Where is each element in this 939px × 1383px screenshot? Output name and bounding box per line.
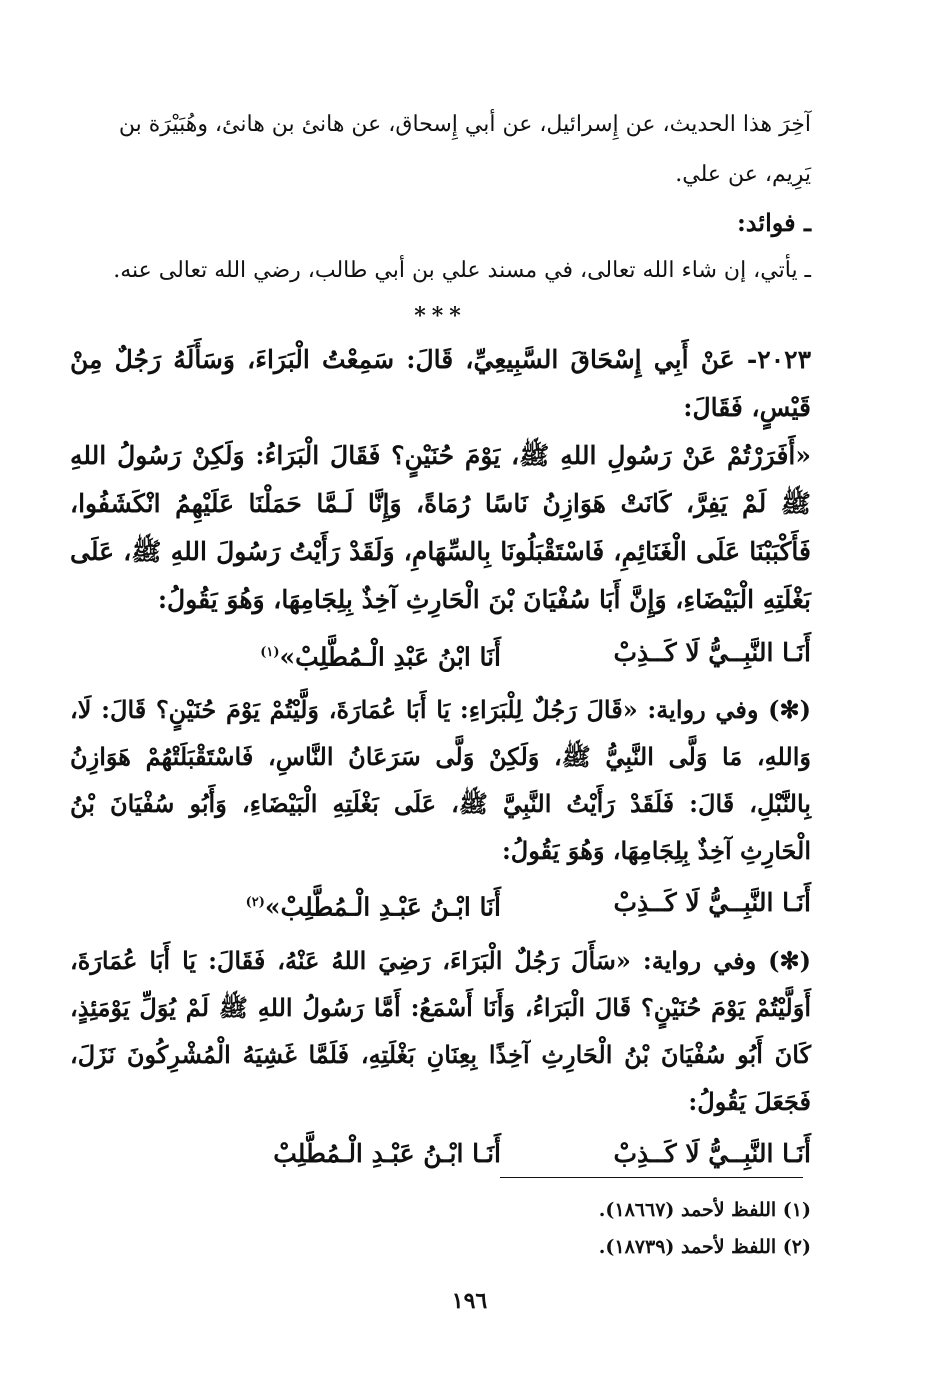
riwaya-1: (✻) وفي رواية: «قَالَ رَجُلٌ لِلْبَرَاءِ: يَا أَبَا عُمَارَةَ، وَلَّيْتُمْ يَوْمَ حُنَيْنٍ؟ قَالَ: لَا، وَاللهِ، مَا وَلَّى النَّبِيُّ ﷺ، وَلَكِنْ وَلَّى سَرَعَانُ النَّاسِ، فَاسْتَقْبَلَتْهُمْ هَوَازِنُ بِالنَّبْلِ، قَالَ: فَلَقَدْ رَأَيْتُ النَّبِيَّ ﷺ، عَلَى بَغْلَتِهِ الْبَيْضَاءِ، وَأَبُو سُفْيَانَ بْنُ الْحَارِثِ آخِذٌ بِلِجَامِهَا، وَهُوَ يَقُولُ: xyxy=(70,695,811,866)
footnote-1: (١) اللفظ لأحمد (١٨٦٦٧). xyxy=(598,1199,811,1221)
verse-2-second-hemistich: أَنَا ابْـنُ عَبْـدِ الْـمُطَّلِبْ»$^{(٢)}$ xyxy=(245,892,501,922)
verse-1-first-hemistich: أَنَـا النَّبِــيُّ لَا كَــذِبْ xyxy=(613,638,811,667)
verse-2-first-hemistich: أَنَـا النَّبِــيُّ لَا كَــذِبْ xyxy=(613,888,811,918)
page-number: ١٩٦ xyxy=(451,1288,488,1314)
intro-line-2: يَرِيم، عن علي. xyxy=(675,162,811,187)
hadith-opening: ٢٠٢٣- عَنْ أَبِي إِسْحَاقَ السَّبِيعِيِّ، قَالَ: سَمِعْتُ الْبَرَاءَ، وَسَأَلَهُ رَجُلٌ مِنْ قَيْسٍ، فَقَالَ: xyxy=(70,345,811,422)
verse-3 xyxy=(70,1125,811,1183)
fawaid-text: ـ يأتي، إن شاء الله تعالى، في مسند علي بن أبي طالب، رضي الله تعالى عنه. xyxy=(113,258,811,283)
footnote-ref-2: (٢) xyxy=(245,895,265,911)
hadith-text: «أَفَرَرْتُمْ عَنْ رَسُولِ اللهِ ﷺ، يَوْمَ حُنَيْنٍ؟ فَقَالَ الْبَرَاءُ: وَلَكِنْ رَسُولُ اللهِ ﷺ لَمْ يَفِرَّ، كَانَتْ هَوَازِنُ نَاسًا رُمَاةً، وَإِنَّا لَـمَّا حَمَلْنَا عَلَيْهِمُ انْكَشَفُوا، فَأَكْبَبْنَا عَلَى الْغَنَائِمِ، فَاسْتَقْبَلُونَا بِالسِّهَامِ، وَلَقَدْ رَأَيْتُ رَسُولَ اللهِ ﷺ، عَلَى بَغْلَتِهِ الْبَيْضَاءِ، وَإِنَّ أَبَا سُفْيَانَ بْنَ الْحَارِثِ آخِذٌ بِلِجَامِهَا، وَهُوَ يَقُولُ: xyxy=(70,441,811,614)
footnote-2: (٢) اللفظ لأحمد (١٨٧٣٩). xyxy=(598,1236,811,1258)
footnote-divider xyxy=(500,1177,803,1178)
verse-1-second-hemistich: أَنَا ابْنُ عَبْدِ الْـمُطَّلِبْ»$^{(١)}$ xyxy=(260,642,501,672)
fawaid-heading: ـ فوائد: xyxy=(736,208,811,237)
verse-1 xyxy=(70,624,811,686)
verse-2 xyxy=(70,874,811,936)
verse-3-second-hemistich: أَنَـا ابْـنُ عَبْـدِ الْـمُطَّلِبْ xyxy=(273,1138,501,1168)
riwaya-2: (✻) وفي رواية: «سَأَلَ رَجُلٌ الْبَرَاءَ، رَضِيَ اللهُ عَنْهُ، فَقَالَ: يَا أَبَا عُمَارَةَ، أَوَلَّيْتُمْ يَوْمَ حُنَيْنٍ؟ قَالَ الْبَرَاءُ، وَأَنَا أَسْمَعُ: أَمَّا رَسُولُ اللهِ ﷺ لَمْ يُوَلِّ يَوْمَئِذٍ، كَانَ أَبُو سُفْيَانَ بْنُ الْحَارِثِ آخِذًا بِعِنَانِ بَغْلَتِهِ، فَلَمَّا غَشِيَهُ الْمُشْرِكُونَ نَزَلَ، فَجَعَلَ يَقُولُ: xyxy=(70,945,811,1116)
verse-3-first-hemistich: أَنَـا النَّبِــيُّ لَا كَــذِبْ xyxy=(613,1138,811,1168)
footnote-ref-1: (١) xyxy=(260,645,280,660)
intro-line-1: آخِرَ هذا الحديث، عن إِسرائيل، عن أبي إِسحاق، عن هانئ بن هانئ، وهُبَيْرَة بن xyxy=(118,112,811,137)
section-separator: *** xyxy=(414,303,467,329)
footnotes xyxy=(599,1192,811,1266)
